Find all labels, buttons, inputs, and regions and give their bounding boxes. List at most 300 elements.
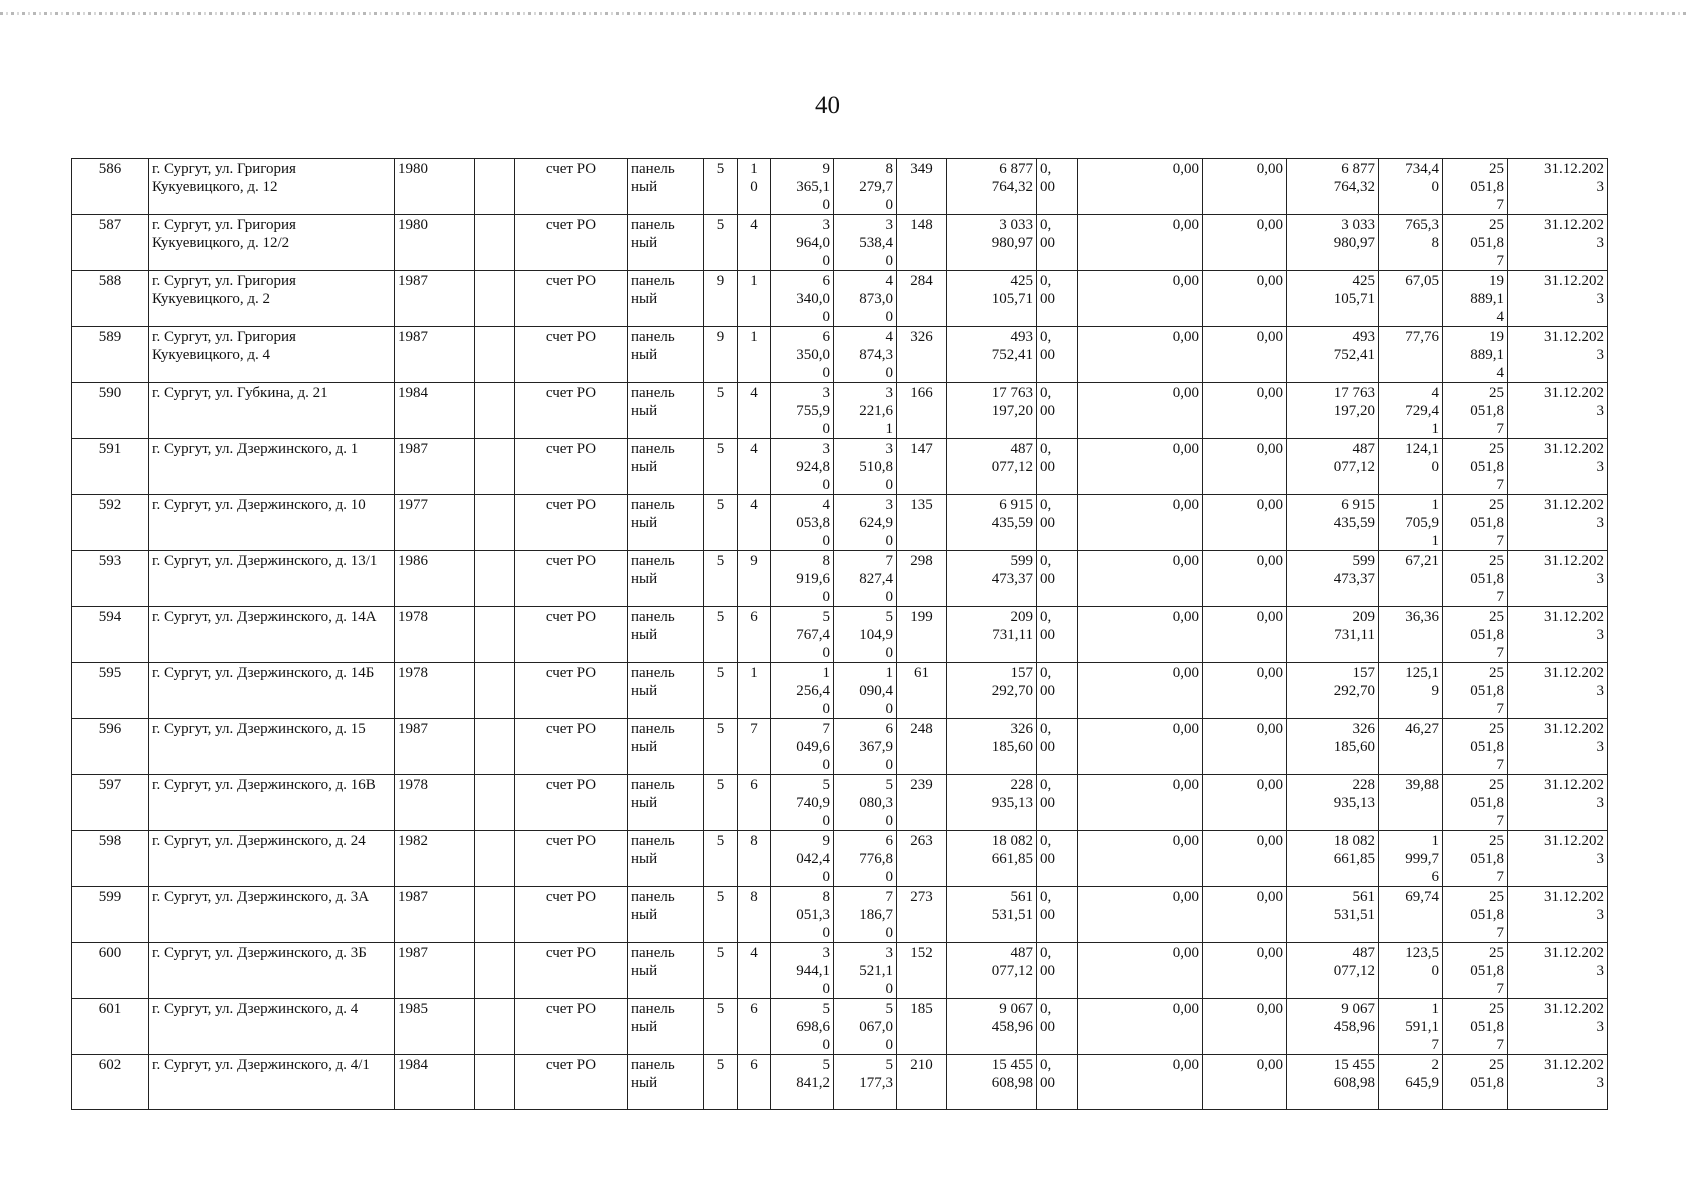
entrances-cell: [738, 383, 771, 439]
cell-line-cost-owners: 764,32: [1333, 179, 1375, 195]
year-cell: [395, 551, 475, 607]
cell-line-deadline: 3: [1596, 851, 1604, 867]
cost-limit-cell: [1443, 831, 1508, 887]
local-cost-cell: [1203, 775, 1287, 831]
cell-line-cost-per-sqm: 46,27: [1405, 721, 1439, 737]
empty-cell: [475, 831, 515, 887]
cell-text-n: 593: [98, 553, 122, 569]
cell-line-cost-owners: 599: [1352, 553, 1375, 569]
cell-line-cost-per-sqm: 4: [1431, 385, 1439, 401]
table-row: [72, 383, 1608, 439]
cell-text-cost-region: 0,00: [1172, 329, 1199, 345]
wall-material-cell: [628, 887, 704, 943]
deadline-cell: [1508, 999, 1608, 1055]
cell-line-area-living: 1: [885, 665, 893, 681]
cell-text-floors: 9: [716, 273, 725, 289]
local-cost-cell: [1203, 999, 1287, 1055]
cell-line-area-living: 067,0: [859, 1019, 893, 1035]
cell-text-cost-region: 0,00: [1172, 273, 1199, 289]
cell-line-cost-total: 292,70: [991, 683, 1033, 699]
local-cost-cell: [1203, 1055, 1287, 1110]
owners-cost-cell: [1287, 551, 1379, 607]
year-cell: [395, 439, 475, 495]
cell-line-deadline: 3: [1596, 739, 1604, 755]
cost-limit-cell: [1443, 495, 1508, 551]
owners-cost-cell: [1287, 383, 1379, 439]
cell-text-year: 1985: [398, 1001, 428, 1017]
cell-line-area-total: 9: [822, 161, 830, 177]
cell-line-area-living: 3: [885, 385, 893, 401]
address-cell: [149, 215, 395, 271]
cell-text-material-1: панель: [631, 945, 675, 961]
local-cost-cell: [1203, 887, 1287, 943]
cell-line-area-living: 0: [885, 309, 893, 325]
cell-line-area-total: 0: [822, 309, 830, 325]
cell-line-cost-limit: 7: [1496, 197, 1504, 213]
cell-text-address: г. Сургут, ул. Григория Кукуевицкого, д. 4: [152, 329, 296, 363]
cell-line-cost-limit: 889,1: [1470, 291, 1504, 307]
cell-line-cost-per-sqm: 39,88: [1405, 777, 1439, 793]
total-area-cell: [771, 495, 834, 551]
cell-line-cost-fed: 0,: [1040, 721, 1052, 737]
cell-text-fund: счет РО: [545, 889, 597, 905]
cell-line-area-total: 767,4: [796, 627, 830, 643]
residents-cell: [897, 775, 947, 831]
cell-line-cost-total: 599: [1010, 553, 1033, 569]
cell-text-fund: счет РО: [545, 665, 597, 681]
cell-line-cost-per-sqm: 124,1: [1405, 441, 1439, 457]
cell-text-n: 592: [98, 497, 122, 513]
cell-text-floors: 5: [716, 217, 725, 233]
floors-cell: [704, 439, 738, 495]
cell-line-cost-fed: 00: [1040, 907, 1055, 923]
cell-line-area-total: 042,4: [796, 851, 830, 867]
total-area-cell: [771, 327, 834, 383]
cell-text-floors: 5: [716, 553, 725, 569]
entrances-cell: [738, 999, 771, 1055]
cell-line-area-total: 0: [822, 869, 830, 885]
cell-line-area-living: 5: [885, 1001, 893, 1017]
wall-material-cell: [628, 1055, 704, 1110]
owners-cost-cell: [1287, 495, 1379, 551]
cell-text-material-2: ный: [631, 851, 658, 867]
cell-line-area-living: 0: [885, 645, 893, 661]
table-row: [72, 551, 1608, 607]
row-number-cell: [72, 327, 149, 383]
entrances-cell: [738, 831, 771, 887]
cell-line-cost-owners: 15 455: [1333, 1057, 1375, 1073]
local-cost-cell: [1203, 831, 1287, 887]
cell-line-cost-fed: 00: [1040, 627, 1055, 643]
cell-text-material-1: панель: [631, 1001, 675, 1017]
cell-line-cost-owners: 487: [1352, 945, 1375, 961]
total-cost-cell: [947, 775, 1037, 831]
cell-text-cost-local: 0,00: [1256, 833, 1283, 849]
federal-cost-cell: [1037, 607, 1078, 663]
entrances-cell: [738, 719, 771, 775]
cell-line-area-living: 6: [885, 721, 893, 737]
cell-text-material-2: ный: [631, 235, 658, 251]
local-cost-cell: [1203, 271, 1287, 327]
cell-line-cost-fed: 0,: [1040, 609, 1052, 625]
cell-line-cost-total: 105,71: [991, 291, 1033, 307]
residents-cell: [897, 1055, 947, 1110]
cell-line-cost-total: 764,32: [991, 179, 1033, 195]
cell-line-cost-fed: 00: [1040, 403, 1055, 419]
entrances-cell: [738, 1055, 771, 1110]
cell-line-cost-limit: 4: [1496, 309, 1504, 325]
cell-line-cost-owners: 197,20: [1333, 403, 1375, 419]
deadline-cell: [1508, 1055, 1608, 1110]
floors-cell: [704, 327, 738, 383]
cell-line-area-living: 221,6: [859, 403, 893, 419]
cell-line-cost-fed: 00: [1040, 739, 1055, 755]
cell-text-floors: 5: [716, 665, 725, 681]
cell-line-area-living: 510,8: [859, 459, 893, 475]
year-cell: [395, 663, 475, 719]
cell-line-deadline: 3: [1596, 907, 1604, 923]
cell-line-cost-fed: 0,: [1040, 945, 1052, 961]
federal-cost-cell: [1037, 887, 1078, 943]
entrances-cell: [738, 495, 771, 551]
cell-text-fund: счет РО: [545, 1001, 597, 1017]
cell-text-material-1: панель: [631, 609, 675, 625]
floors-cell: [704, 1055, 738, 1110]
cell-line-entrances: 9: [750, 553, 758, 569]
residents-cell: [897, 439, 947, 495]
cell-text-fund: счет РО: [545, 945, 597, 961]
cost-limit-cell: [1443, 551, 1508, 607]
cell-line-cost-owners: 292,70: [1333, 683, 1375, 699]
cell-line-area-living: 7: [885, 553, 893, 569]
empty-cell: [475, 663, 515, 719]
cell-text-floors: 5: [716, 777, 725, 793]
owners-cost-cell: [1287, 719, 1379, 775]
cost-per-sqm-cell: [1379, 999, 1443, 1055]
year-cell: [395, 999, 475, 1055]
cell-line-area-total: 6: [822, 329, 830, 345]
cell-line-area-total: 0: [822, 757, 830, 773]
total-area-cell: [771, 551, 834, 607]
deadline-cell: [1508, 663, 1608, 719]
empty-cell: [475, 327, 515, 383]
year-cell: [395, 831, 475, 887]
fund-cell: [515, 887, 628, 943]
cell-line-area-living: 0: [885, 925, 893, 941]
cell-line-cost-limit: 051,8: [1470, 515, 1504, 531]
cell-text-address: г. Сургут, ул. Дзержинского, д. 16В: [152, 777, 376, 793]
living-area-cell: [834, 383, 897, 439]
owners-cost-cell: [1287, 607, 1379, 663]
cost-limit-cell: [1443, 383, 1508, 439]
deadline-cell: [1508, 887, 1608, 943]
cell-line-area-total: 053,8: [796, 515, 830, 531]
living-area-cell: [834, 551, 897, 607]
cell-text-material-2: ный: [631, 571, 658, 587]
cell-line-deadline: 31.12.202: [1544, 273, 1604, 289]
floors-cell: [704, 887, 738, 943]
cell-line-cost-limit: 7: [1496, 757, 1504, 773]
cell-line-area-living: 186,7: [859, 907, 893, 923]
cell-line-deadline: 3: [1596, 795, 1604, 811]
cell-text-cost-region: 0,00: [1172, 217, 1199, 233]
cell-line-cost-per-sqm: 734,4: [1405, 161, 1439, 177]
cell-text-material-1: панель: [631, 273, 675, 289]
cell-line-area-living: 0: [885, 869, 893, 885]
row-number-cell: [72, 719, 149, 775]
local-cost-cell: [1203, 159, 1287, 215]
cell-line-cost-owners: 487: [1352, 441, 1375, 457]
cell-text-address: г. Сургут, ул. Дзержинского, д. 14Б: [152, 665, 375, 681]
total-cost-cell: [947, 663, 1037, 719]
cell-line-cost-fed: 0,: [1040, 1057, 1052, 1073]
row-number-cell: [72, 215, 149, 271]
wall-material-cell: [628, 159, 704, 215]
cell-text-fund: счет РО: [545, 329, 597, 345]
cost-per-sqm-cell: [1379, 719, 1443, 775]
cell-text-address: г. Сургут, ул. Дзержинского, д. 3Б: [152, 945, 367, 961]
cost-per-sqm-cell: [1379, 383, 1443, 439]
regional-cost-cell: [1078, 943, 1203, 999]
table-row: [72, 887, 1608, 943]
owners-cost-cell: [1287, 831, 1379, 887]
empty-cell: [475, 495, 515, 551]
cell-line-cost-owners: 458,96: [1333, 1019, 1375, 1035]
floors-cell: [704, 495, 738, 551]
row-number-cell: [72, 159, 149, 215]
cell-line-cost-total: 493: [1010, 329, 1033, 345]
row-number-cell: [72, 775, 149, 831]
federal-cost-cell: [1037, 663, 1078, 719]
cell-line-cost-limit: 25: [1489, 217, 1504, 233]
cell-line-deadline: 31.12.202: [1544, 1001, 1604, 1017]
cell-line-cost-total: 185,60: [991, 739, 1033, 755]
fund-cell: [515, 607, 628, 663]
residents-cell: [897, 383, 947, 439]
cell-text-floors: 5: [716, 833, 725, 849]
cell-line-area-living: 521,1: [859, 963, 893, 979]
cell-line-area-total: 0: [822, 1037, 830, 1053]
residents-cell: [897, 159, 947, 215]
cell-line-cost-total: 935,13: [991, 795, 1033, 811]
cell-line-cost-limit: 25: [1489, 385, 1504, 401]
cell-text-cost-region: 0,00: [1172, 665, 1199, 681]
cell-line-cost-limit: 051,8: [1470, 963, 1504, 979]
cell-text-material-1: панель: [631, 665, 675, 681]
cell-text-material-2: ный: [631, 403, 658, 419]
federal-cost-cell: [1037, 215, 1078, 271]
cost-limit-cell: [1443, 719, 1508, 775]
cell-line-cost-owners: 105,71: [1333, 291, 1375, 307]
cell-line-cost-fed: 0,: [1040, 553, 1052, 569]
empty-cell: [475, 999, 515, 1055]
year-cell: [395, 495, 475, 551]
cost-per-sqm-cell: [1379, 943, 1443, 999]
owners-cost-cell: [1287, 999, 1379, 1055]
living-area-cell: [834, 159, 897, 215]
fund-cell: [515, 271, 628, 327]
owners-cost-cell: [1287, 663, 1379, 719]
address-cell: [149, 887, 395, 943]
wall-material-cell: [628, 383, 704, 439]
cost-per-sqm-cell: [1379, 831, 1443, 887]
federal-cost-cell: [1037, 943, 1078, 999]
cell-line-cost-owners: 209: [1352, 609, 1375, 625]
table-row: [72, 999, 1608, 1055]
cell-line-deadline: 31.12.202: [1544, 609, 1604, 625]
cell-text-address: г. Сургут, ул. Григория Кукуевицкого, д. 2: [152, 273, 296, 307]
cell-line-deadline: 3: [1596, 683, 1604, 699]
cell-line-deadline: 3: [1596, 571, 1604, 587]
table-row: [72, 271, 1608, 327]
living-area-cell: [834, 327, 897, 383]
deadline-cell: [1508, 775, 1608, 831]
cell-line-cost-limit: 051,8: [1470, 179, 1504, 195]
cell-line-area-living: 5: [885, 1057, 893, 1073]
cell-text-fund: счет РО: [545, 721, 597, 737]
table-row: [72, 943, 1608, 999]
cell-text-fund: счет РО: [545, 553, 597, 569]
cell-line-cost-owners: 077,12: [1333, 459, 1375, 475]
cell-line-area-total: 049,6: [796, 739, 830, 755]
local-cost-cell: [1203, 719, 1287, 775]
local-cost-cell: [1203, 607, 1287, 663]
cell-line-cost-limit: 051,8: [1470, 403, 1504, 419]
year-cell: [395, 215, 475, 271]
empty-cell: [475, 271, 515, 327]
cost-limit-cell: [1443, 1055, 1508, 1110]
total-area-cell: [771, 215, 834, 271]
total-area-cell: [771, 383, 834, 439]
deadline-cell: [1508, 607, 1608, 663]
cell-line-area-living: 0: [885, 1037, 893, 1053]
cell-line-cost-total: 209: [1010, 609, 1033, 625]
cell-line-cost-total: 9 067: [999, 1001, 1033, 1017]
cell-line-cost-owners: 6 877: [1341, 161, 1375, 177]
year-cell: [395, 327, 475, 383]
cell-line-cost-fed: 00: [1040, 1075, 1055, 1091]
cell-line-cost-limit: 7: [1496, 813, 1504, 829]
total-area-cell: [771, 831, 834, 887]
cell-line-area-total: 0: [822, 645, 830, 661]
regional-cost-cell: [1078, 551, 1203, 607]
cell-line-cost-owners: 980,97: [1333, 235, 1375, 251]
regional-cost-cell: [1078, 775, 1203, 831]
cell-line-cost-per-sqm: 0: [1431, 459, 1439, 475]
row-number-cell: [72, 1055, 149, 1110]
cell-text-n: 586: [98, 161, 122, 177]
cell-line-cost-limit: 25: [1489, 945, 1504, 961]
cell-line-cost-limit: 051,8: [1470, 627, 1504, 643]
cell-line-area-living: 0: [885, 813, 893, 829]
cell-line-cost-limit: 4: [1496, 365, 1504, 381]
regional-cost-cell: [1078, 1055, 1203, 1110]
deadline-cell: [1508, 551, 1608, 607]
empty-cell: [475, 159, 515, 215]
living-area-cell: [834, 607, 897, 663]
cell-line-deadline: 3: [1596, 347, 1604, 363]
cell-text-material-1: панель: [631, 553, 675, 569]
cell-line-deadline: 31.12.202: [1544, 1057, 1604, 1073]
table-row: [72, 607, 1608, 663]
cell-text-cost-local: 0,00: [1256, 441, 1283, 457]
cell-line-cost-fed: 00: [1040, 291, 1055, 307]
cell-text-n: 595: [98, 665, 122, 681]
deadline-cell: [1508, 383, 1608, 439]
cell-line-cost-limit: 25: [1489, 721, 1504, 737]
empty-cell: [475, 551, 515, 607]
cell-line-cost-per-sqm: 67,21: [1405, 553, 1439, 569]
local-cost-cell: [1203, 663, 1287, 719]
total-cost-cell: [947, 607, 1037, 663]
cell-line-cost-per-sqm: 765,3: [1405, 217, 1439, 233]
total-cost-cell: [947, 719, 1037, 775]
cell-line-deadline: 31.12.202: [1544, 497, 1604, 513]
cell-line-cost-owners: 531,51: [1333, 907, 1375, 923]
cell-text-material-1: панель: [631, 777, 675, 793]
federal-cost-cell: [1037, 383, 1078, 439]
cell-line-area-total: 0: [822, 253, 830, 269]
cell-line-area-living: 0: [885, 701, 893, 717]
cell-line-cost-fed: 00: [1040, 235, 1055, 251]
cell-line-cost-per-sqm: 36,36: [1405, 609, 1439, 625]
cell-line-area-total: 051,3: [796, 907, 830, 923]
local-cost-cell: [1203, 215, 1287, 271]
total-area-cell: [771, 159, 834, 215]
wall-material-cell: [628, 607, 704, 663]
cell-line-cost-total: 6 877: [999, 161, 1033, 177]
total-area-cell: [771, 663, 834, 719]
cell-line-entrances: 4: [750, 945, 758, 961]
cell-text-cost-region: 0,00: [1172, 553, 1199, 569]
cell-line-cost-limit: 051,8: [1470, 571, 1504, 587]
cell-line-cost-owners: 9 067: [1341, 1001, 1375, 1017]
cell-text-n: 594: [98, 609, 122, 625]
year-cell: [395, 719, 475, 775]
cell-line-cost-limit: 7: [1496, 869, 1504, 885]
cell-line-cost-fed: 00: [1040, 179, 1055, 195]
fund-cell: [515, 215, 628, 271]
cell-line-cost-per-sqm: 999,7: [1405, 851, 1439, 867]
cell-line-area-living: 0: [885, 589, 893, 605]
cell-line-entrances: 4: [750, 497, 758, 513]
residents-cell: [897, 327, 947, 383]
cell-line-area-living: 776,8: [859, 851, 893, 867]
cell-line-area-total: 0: [822, 365, 830, 381]
cell-line-deadline: 3: [1596, 403, 1604, 419]
address-cell: [149, 495, 395, 551]
cell-text-floors: 5: [716, 1001, 725, 1017]
cell-text-floors: 5: [716, 609, 725, 625]
cell-text-cost-region: 0,00: [1172, 161, 1199, 177]
cell-text-material-2: ный: [631, 1075, 658, 1091]
cell-line-cost-fed: 00: [1040, 1019, 1055, 1035]
cost-limit-cell: [1443, 887, 1508, 943]
cell-line-deadline: 3: [1596, 515, 1604, 531]
owners-cost-cell: [1287, 775, 1379, 831]
residents-cell: [897, 607, 947, 663]
cell-line-cost-fed: 00: [1040, 851, 1055, 867]
cell-text-cost-region: 0,00: [1172, 1001, 1199, 1017]
cell-text-cost-local: 0,00: [1256, 329, 1283, 345]
cell-line-entrances: 1: [750, 329, 758, 345]
wall-material-cell: [628, 551, 704, 607]
deadline-cell: [1508, 215, 1608, 271]
cell-text-residents: 239: [910, 777, 933, 793]
floors-cell: [704, 551, 738, 607]
fund-cell: [515, 943, 628, 999]
wall-material-cell: [628, 439, 704, 495]
